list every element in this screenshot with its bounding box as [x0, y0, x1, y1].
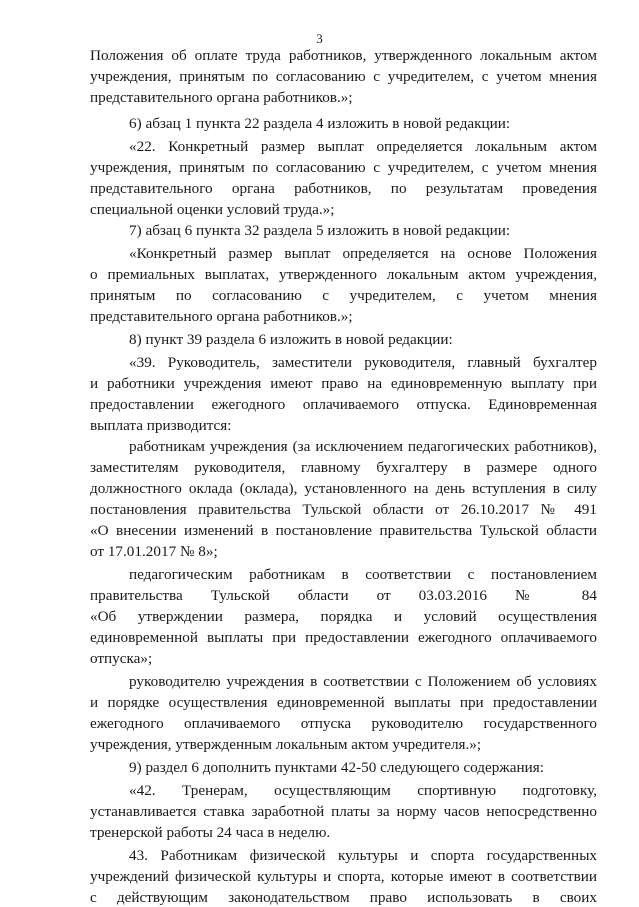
text-line: работникам учреждения (за исключением педагогических работников), [129, 438, 597, 455]
text-line: заместителям руководителя, главному бухгалтеру в размере одного [90, 459, 597, 476]
text-line: и работники учреждения имеют право на единовременную выплату при [90, 375, 597, 392]
text-line: представительного органа работников.»; [90, 89, 353, 106]
text-line: постановления правительства Тульской области от 26.10.2017 № 491 [90, 501, 597, 518]
text-line: «22. Конкретный размер выплат определяется локальным актом [129, 138, 597, 155]
text-line: предоставлении ежегодного оплачиваемого отпуска. Единовременная [90, 396, 597, 413]
text-line: 43. Работникам физической культуры и спорта государственных [129, 847, 597, 864]
text-line: представительного органа работников, по результатам проведения [90, 180, 597, 197]
text-line: Положения об оплате труда работников, утвержденного локальным актом [90, 47, 597, 64]
text-line: «39. Руководитель, заместители руководителя, главный бухгалтер [129, 354, 597, 371]
text-line: учреждения, принятым по согласованию с учредителем, с учетом мнения [90, 159, 597, 176]
text-line: представительного органа работников.»; [90, 308, 353, 325]
text-line: учреждения, утвержденным локальным актом учредителя.»; [90, 736, 482, 753]
text-line: ежегодного оплачиваемого отпуска руководителю государственного [90, 715, 597, 732]
text-line: отпуска»; [90, 650, 153, 667]
text-line: от 17.01.2017 № 8»; [90, 543, 218, 560]
text-line: единовременной выплаты при предоставлении ежегодного оплачиваемого [90, 629, 597, 646]
text-line: «Конкретный размер выплат определяется на основе Положения [129, 245, 597, 262]
text-line: «Об утверждении размера, порядка и условий осуществления [90, 608, 597, 625]
text-line: и порядке осуществления единовременной выплаты при предоставлении [90, 694, 597, 711]
text-line: «42. Тренерам, осуществляющим спортивную подготовку, [129, 782, 597, 799]
text-line: с действующим законодательством право использовать в своих [90, 889, 597, 906]
text-line: учреждения, принятым по согласованию с учредителем, с учетом мнения [90, 68, 597, 85]
text-line: специальной оценки условий труда.»; [90, 201, 335, 218]
text-line: устанавливается ставка заработной платы за норму часов непосредственно [90, 803, 597, 820]
page-number: 3 [316, 31, 323, 46]
text-line: правительства Тульской области от 03.03.2016 № 84 [90, 587, 597, 604]
text-line: 8) пункт 39 раздела 6 изложить в новой редакции: [129, 331, 453, 348]
text-line: тренерской работы 24 часа в неделю. [90, 824, 331, 841]
text-line: «О внесении изменений в постановление правительства Тульской области [90, 522, 597, 539]
text-line: должностного оклада (оклада), установленного на день вступления в силу [90, 480, 597, 497]
text-line: выплата призводится: [90, 417, 232, 434]
text-line: учреждений физической культуры и спорта, которые имеют в соответствии [90, 868, 597, 885]
text-line: педагогическим работникам в соответствии с постановлением [129, 566, 597, 583]
text-line: о премиальных выплатах, утвержденного локальным актом учреждения, [90, 266, 597, 283]
text-line: руководителю учреждения в соответствии с Положением об условиях [129, 673, 597, 690]
text-line: принятым по согласованию с учредителем, с учетом мнения [90, 287, 597, 304]
text-line: 9) раздел 6 дополнить пунктами 42-50 следующего содержания: [129, 759, 544, 776]
text-line: 7) абзац 6 пункта 32 раздела 5 изложить в новой редакции: [129, 222, 511, 239]
text-line: 6) абзац 1 пункта 22 раздела 4 изложить в новой редакции: [129, 115, 511, 132]
